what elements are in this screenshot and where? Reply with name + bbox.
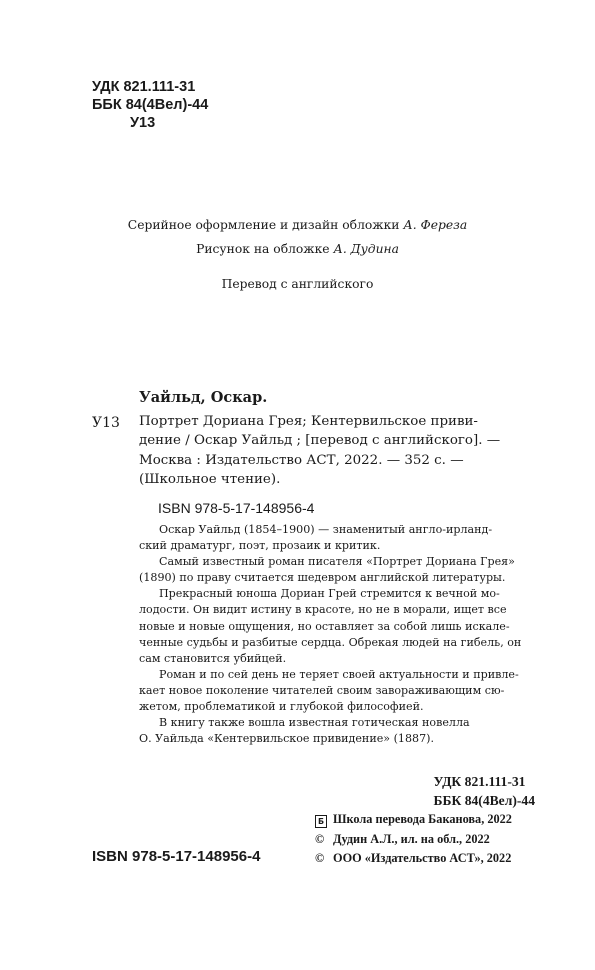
- annotation: [139, 522, 544, 747]
- bottom-classification: [433, 772, 535, 810]
- annotation-line: Роман и по сей день не теряет своей актуальности и привле-: [159, 667, 519, 681]
- annotation-line: О. Уайльда «Кентервильское привидение» (1887).: [139, 732, 435, 746]
- catalog-line: (Школьное чтение).: [139, 471, 281, 487]
- bottom-udk-code: УДК 821.111-31: [433, 774, 526, 789]
- annotation-line: сам становится убийцей.: [139, 651, 287, 665]
- copyright-block: [315, 810, 512, 869]
- catalog-line: Портрет Дориана Грея; Кентервильское приви-: [139, 414, 478, 429]
- catalog-line: дение / Оскар Уайльд ; [перевод с английского]. —: [139, 433, 501, 449]
- copyright-line: [315, 849, 512, 869]
- catalog-mark: У13: [92, 415, 120, 431]
- annotation-line: Прекрасный юноша Дориан Грей стремится к вечной мо-: [159, 587, 500, 601]
- annotation-line: ский драматург, поэт, прозаик и критик.: [139, 539, 381, 553]
- cover-credit: [0, 242, 595, 256]
- copyright-line: [315, 810, 512, 830]
- cover-credit-name: А. Дудина: [333, 242, 399, 256]
- catalog-description: [139, 412, 544, 489]
- copyright-text: ООО «Издательство АСТ», 2022: [333, 851, 512, 865]
- annotation-line: кает новое поколение читателей своим завораживающим сю-: [139, 683, 505, 697]
- bakanov-school-logo-icon: Б: [315, 815, 327, 828]
- isbn-bottom: ISBN 978-5-17-148956-4: [92, 848, 261, 865]
- cover-credit-prefix: Рисунок на обложке: [196, 242, 330, 256]
- bbk-code: ББК 84(4Вел)-44: [92, 97, 209, 113]
- annotation-line: Самый известный роман писателя «Портрет Дориана Грея»: [159, 555, 515, 569]
- annotation-line: Оскар Уайльд (1854–1900) — знаменитый англо-ирланд-: [159, 523, 493, 536]
- translation-note: Перевод с английского: [221, 277, 374, 291]
- annotation-line: ченные судьбы и разбитые сердца. Обрекая людей на гибель, он: [139, 635, 522, 649]
- annotation-line: лодости. Он видит истину в красоте, но не в морали, ищет все: [139, 603, 507, 617]
- annotation-line: (1890) по праву считается шедевром английской литературы.: [139, 571, 506, 585]
- copyright-text: Дудин А.Л., ил. на обл., 2022: [333, 831, 490, 846]
- copyright-text: Школа перевода Баканова, 2022: [333, 812, 512, 826]
- annotation-line: новые и новые ощущения, но оставляет за собой лишь искале-: [139, 619, 510, 633]
- annotation-line: В книгу также вошла известная готическая новелла: [159, 716, 470, 730]
- design-credit: [0, 218, 595, 232]
- copyright-symbol-icon: ©: [315, 831, 325, 846]
- catalog-isbn: ISBN 978-5-17-148956-4: [158, 500, 315, 516]
- udk-code: УДК 821.111-31: [92, 79, 196, 95]
- catalog-line: Москва : Издательство АСТ, 2022. — 352 с. —: [139, 452, 464, 468]
- design-credit-name: А. Фереза: [403, 218, 468, 232]
- design-credit-prefix: Серийное оформление и дизайн обложки: [127, 218, 400, 232]
- classification-block: [92, 78, 208, 132]
- catalog-author: Уайльд, Оскар.: [139, 389, 268, 406]
- bottom-bbk-code: ББК 84(4Вел)-44: [433, 793, 535, 808]
- copyright-line: [315, 830, 512, 850]
- annotation-line: жетом, проблематикой и глубокой философией.: [139, 700, 424, 714]
- author-mark: У13: [130, 115, 156, 131]
- copyright-symbol-icon: ©: [315, 851, 325, 865]
